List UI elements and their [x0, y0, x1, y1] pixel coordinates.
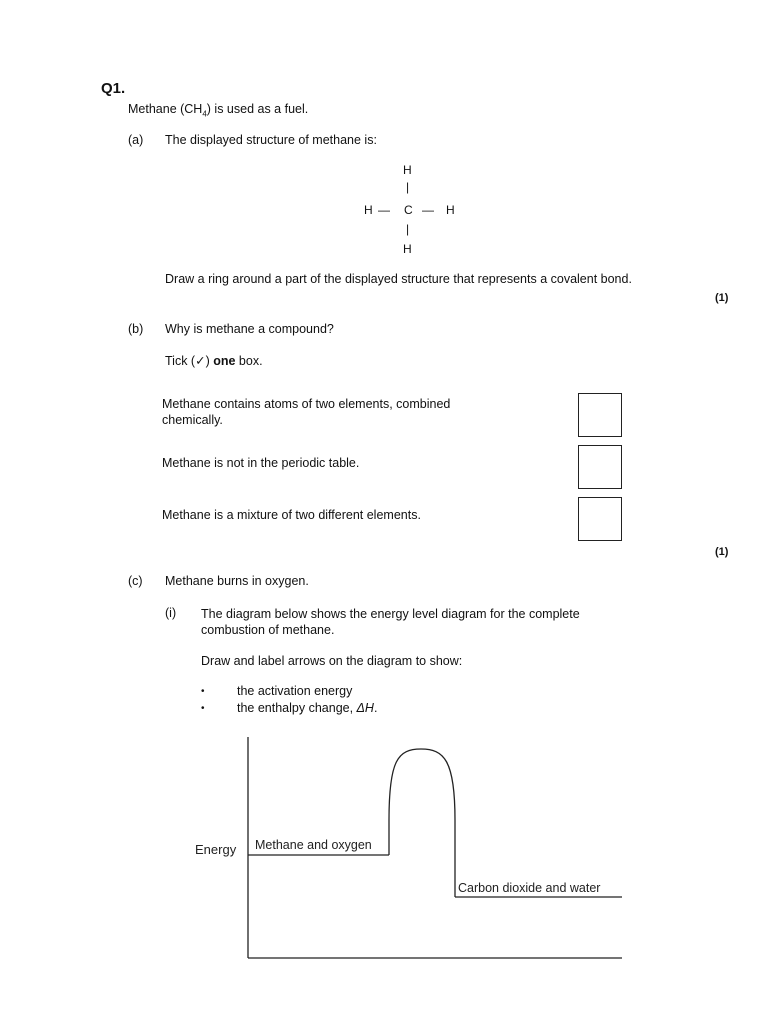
- tick-prefix: Tick (: [165, 354, 196, 368]
- bond-top: |: [406, 180, 410, 194]
- part-c-i-line-1: The diagram below shows the energy level diagram for the complete: [201, 607, 580, 621]
- tick-symbol: ✓: [195, 354, 206, 368]
- atom-h-top: H: [403, 163, 412, 177]
- question-number: Q1.: [101, 80, 126, 97]
- part-c-text: Methane burns in oxygen.: [165, 574, 309, 588]
- bond-bottom: |: [406, 222, 410, 236]
- part-b-marks: (1): [715, 546, 729, 558]
- bullet-2-main: the enthalpy change,: [237, 701, 357, 715]
- atom-h-left: H: [364, 203, 373, 217]
- bond-right: —: [422, 203, 434, 217]
- activation-curve: [389, 749, 455, 897]
- bullet-1-text: the activation energy: [237, 684, 353, 698]
- part-a-instruction: Draw a ring around a part of the displayed structure that represents a covalent bond.: [165, 272, 632, 286]
- tick-mid: ): [205, 354, 214, 368]
- intro-text-2: ) is used as a fuel.: [206, 102, 309, 116]
- tick-suffix: box.: [235, 354, 263, 368]
- bullet-1-marker: •: [201, 686, 205, 697]
- part-c-label: (c): [128, 574, 143, 588]
- intro-text-1: Methane (CH: [128, 102, 203, 116]
- part-b-text: Why is methane a compound?: [165, 322, 334, 336]
- part-a-text: The displayed structure of methane is:: [165, 133, 377, 147]
- part-c-i-line-2: combustion of methane.: [201, 623, 335, 637]
- part-c-i-label: (i): [165, 606, 177, 620]
- tick-emphasis: one: [213, 354, 236, 368]
- products-label: Carbon dioxide and water: [458, 881, 601, 895]
- reactants-label: Methane and oxygen: [255, 838, 372, 852]
- option-2-text: Methane is not in the periodic table.: [162, 456, 360, 470]
- option-3-text: Methane is a mixture of two different elements.: [162, 508, 421, 522]
- delta-h-symbol: ΔH: [356, 701, 374, 715]
- option-1-line-2: chemically.: [162, 413, 223, 427]
- atom-h-right: H: [446, 203, 455, 217]
- energy-axis-label: Energy: [195, 842, 237, 857]
- part-b-label: (b): [128, 322, 144, 336]
- bullet-2-period: .: [373, 701, 378, 715]
- atom-h-bottom: H: [403, 242, 412, 256]
- bond-left: —: [378, 203, 390, 217]
- part-a-marks: (1): [715, 292, 729, 304]
- part-a-label: (a): [128, 133, 144, 147]
- bullet-2-marker: •: [201, 703, 205, 714]
- part-c-i-instruction: Draw and label arrows on the diagram to show:: [201, 654, 463, 668]
- option-1-line-1: Methane contains atoms of two elements, combined: [162, 397, 451, 411]
- atom-c: C: [404, 203, 413, 217]
- intro-subscript: 4: [202, 109, 207, 119]
